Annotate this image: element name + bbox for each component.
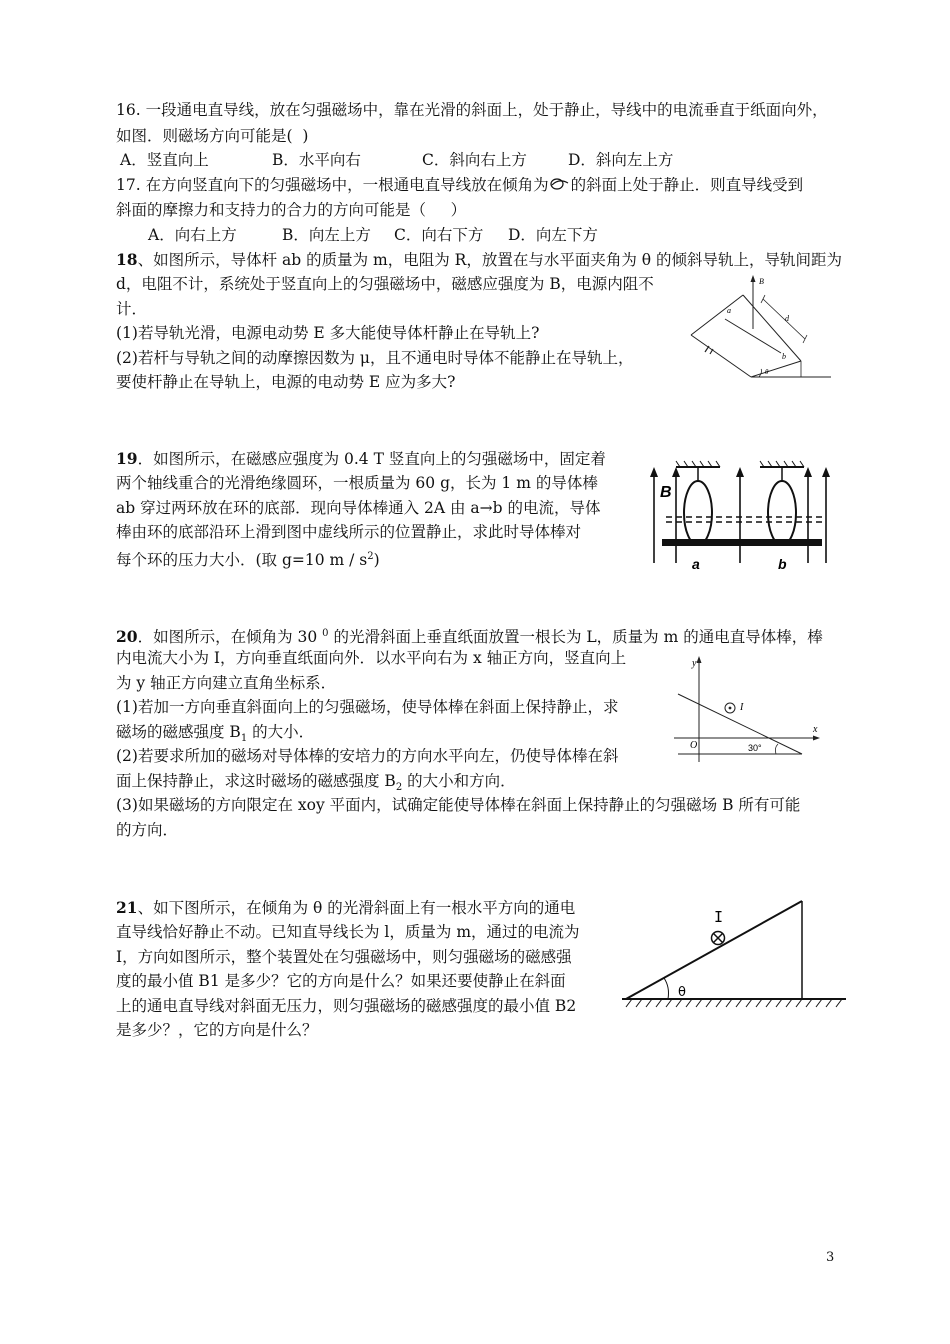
q20-line-9: 的方向． [116, 821, 179, 839]
q21-fig-label-current: I [714, 908, 724, 926]
q16-option-a: A．竖直向上 [120, 151, 209, 169]
q20-sub-2: 2 [395, 782, 403, 794]
q19-line-4: 棒由环的底部沿环上滑到图中虚线所示的位置静止，求此时导体棒对 [116, 523, 582, 541]
q17-options [148, 224, 598, 246]
q16-option-c: C．斜向右上方 [422, 151, 527, 169]
q21-line-6: 是多少？，它的方向是什么？ [116, 1021, 318, 1039]
q16-line-1: 16. 一段通电直导线，放在匀强磁场中，靠在光滑的斜面上，处于静止，导线中的电流垂直于纸面向外， [116, 101, 828, 119]
q18-line-3: 计． [116, 300, 148, 318]
q18-fig-label-b: b [782, 352, 786, 361]
q16-options [120, 149, 673, 171]
q17-text-a: 17. 在方向竖直向下的匀强磁场中，一根通电直导线放在倾角为 [116, 176, 549, 194]
q19-fig-label-a: a [692, 556, 700, 572]
q18-line-5: (2)若杆与导轨之间的动摩擦因数为 μ，且不通电时导体不能静止在导轨上， [116, 349, 634, 367]
q21-line-2: 直导线恰好静止不动。已知直导线长为 l，质量为 m，通过的电流为 [116, 923, 580, 941]
q18-line-1 [116, 249, 842, 271]
q17-option-d: D．向左下方 [508, 226, 598, 244]
q20-fig-label-current: I [740, 702, 744, 713]
q18-line-4: (1)若导轨光滑，电源电动势 E 多大能使导体杆静止在导轨上? [116, 324, 540, 342]
q20-text-1a: ．如图所示，在倾角为 30 [137, 628, 323, 647]
q21-incline-wire-figure [620, 895, 848, 1013]
q21-text-1: 、如下图所示，在倾角为 θ 的光滑斜面上有一根水平方向的通电 [137, 899, 576, 917]
q20-fig-label-y: y [692, 658, 697, 669]
q19-two-rings-figure [646, 455, 834, 572]
q17-option-b: B．向左上方 [282, 226, 371, 244]
q20-number: 20 [116, 627, 138, 647]
q19-line-5 [116, 546, 380, 571]
q20-fig-label-angle: 30° [748, 743, 762, 753]
q19-text-1: ．如图所示，在磁感应强度为 0.4 T 竖直向上的匀强磁场中，固定着 [137, 450, 606, 468]
q21-line-5: 上的通电直导线对斜面无压力，则匀强磁场的磁感强度的最小值 B2 [116, 997, 577, 1015]
q18-fig-label-b-field: B [759, 277, 764, 286]
q17-option-c: C．向右下方 [394, 226, 484, 244]
q18-line-6: 要使杆静止在导轨上，电源的电动势 E 应为多大? [116, 373, 456, 391]
q18-fig-label-d: d [785, 314, 789, 323]
q20-line-1 [116, 623, 823, 648]
q19-text-6: ) [373, 551, 380, 570]
q19-fig-label-b: b [778, 556, 787, 572]
q19-fig-label-b-field: B [660, 484, 672, 501]
q18-fig-label-a: a [727, 306, 731, 315]
q20-line-4: (1)若加一方向垂直斜面向上的匀强磁场，使导体棒在斜面上保持静止，求 [116, 698, 619, 716]
q18-line-2: d，电阻不计，系统处于竖直向上的匀强磁场中，磁感应强度为 B，电源内阻不 [116, 275, 654, 293]
q18-incline-rails-figure [685, 273, 835, 385]
q19-line-3: ab 穿过两环放在环的底部．现向导体棒通入 2A 由 a→b 的电流，导体 [116, 499, 601, 517]
q20-sub-1: 1 [240, 733, 248, 745]
q16-option-b: B．水平向右 [272, 151, 361, 169]
q20-text-7a: 面上保持静止，求这时磁场的磁感强度 B [116, 772, 396, 790]
q20-axes-incline-figure [670, 652, 830, 764]
q17-line-2: 斜面的摩擦力和支持力的合力的方向可能是（ ） [116, 201, 467, 219]
q20-line-6: (2)若要求所加的磁场对导体棒的安培力的方向水平向左，仍使导体棒在斜 [116, 747, 619, 765]
q19-sup: 2 [367, 551, 374, 562]
q18-fig-label-theta: θ [765, 368, 769, 376]
q17-text-b: 的斜面上处于静止．则直导线受到 [570, 176, 804, 194]
q20-text-5b: 的大小． [247, 723, 315, 741]
q21-line-4: 度的最小值 B1 是多少？它的方向是什么？如果还要使静止在斜面 [116, 972, 566, 990]
q20-sup-degree: 0 [322, 628, 329, 639]
q18-text-1: 、如图所示，导体杆 ab 的质量为 m，电阻为 R，放置在与水平面夹角为 θ 的倾斜导轨上，导轨间距为 [137, 251, 843, 269]
q20-text-1b: 的光滑斜面上垂直纸面放置一根长为 L，质量为 m 的通电直导体棒，棒 [328, 628, 823, 647]
q17-line-1 [116, 174, 803, 196]
q20-text-7b: 的大小和方向． [402, 772, 516, 790]
q20-text-5a: 磁场的磁感强度 B [116, 723, 241, 741]
page-number: 3 [826, 1250, 835, 1265]
q20-fig-label-x: x [813, 724, 818, 735]
q18-number: 18 [116, 250, 138, 269]
q17-option-a: A．向右上方 [148, 226, 237, 244]
q21-number: 21 [116, 898, 138, 917]
q21-fig-label-theta: θ [678, 985, 686, 1000]
theta-symbol-icon [549, 177, 571, 191]
q21-line-1 [116, 897, 575, 919]
q20-line-8: (3)如果磁场的方向限定在 xoy 平面内，试确定能使导体棒在斜面上保持静止的匀强磁场 B 所有可能 [116, 796, 801, 814]
q19-line-1 [116, 448, 606, 470]
q20-line-2: 内电流大小为 I，方向垂直纸面向外．以水平向右为 x 轴正方向，竖直向上 [116, 649, 627, 667]
q19-number: 19 [116, 449, 138, 468]
q16-option-d: D．斜向左上方 [568, 151, 674, 169]
q16-line-2: 如图．则磁场方向可能是( ) [116, 127, 309, 145]
q19-line-2: 两个轴线重合的光滑绝缘圆环，一根质量为 60 g，长为 1 m 的导体棒 [116, 474, 598, 492]
q20-line-3: 为 y 轴正方向建立直角坐标系． [116, 674, 337, 692]
q21-line-3: I，方向如图所示，整个装置处在匀强磁场中，则匀强磁场的磁感强 [116, 948, 572, 966]
q20-fig-label-origin: O [690, 740, 698, 751]
q19-text-5: 每个环的压力大小．(取 g=10 m / s [116, 551, 368, 570]
